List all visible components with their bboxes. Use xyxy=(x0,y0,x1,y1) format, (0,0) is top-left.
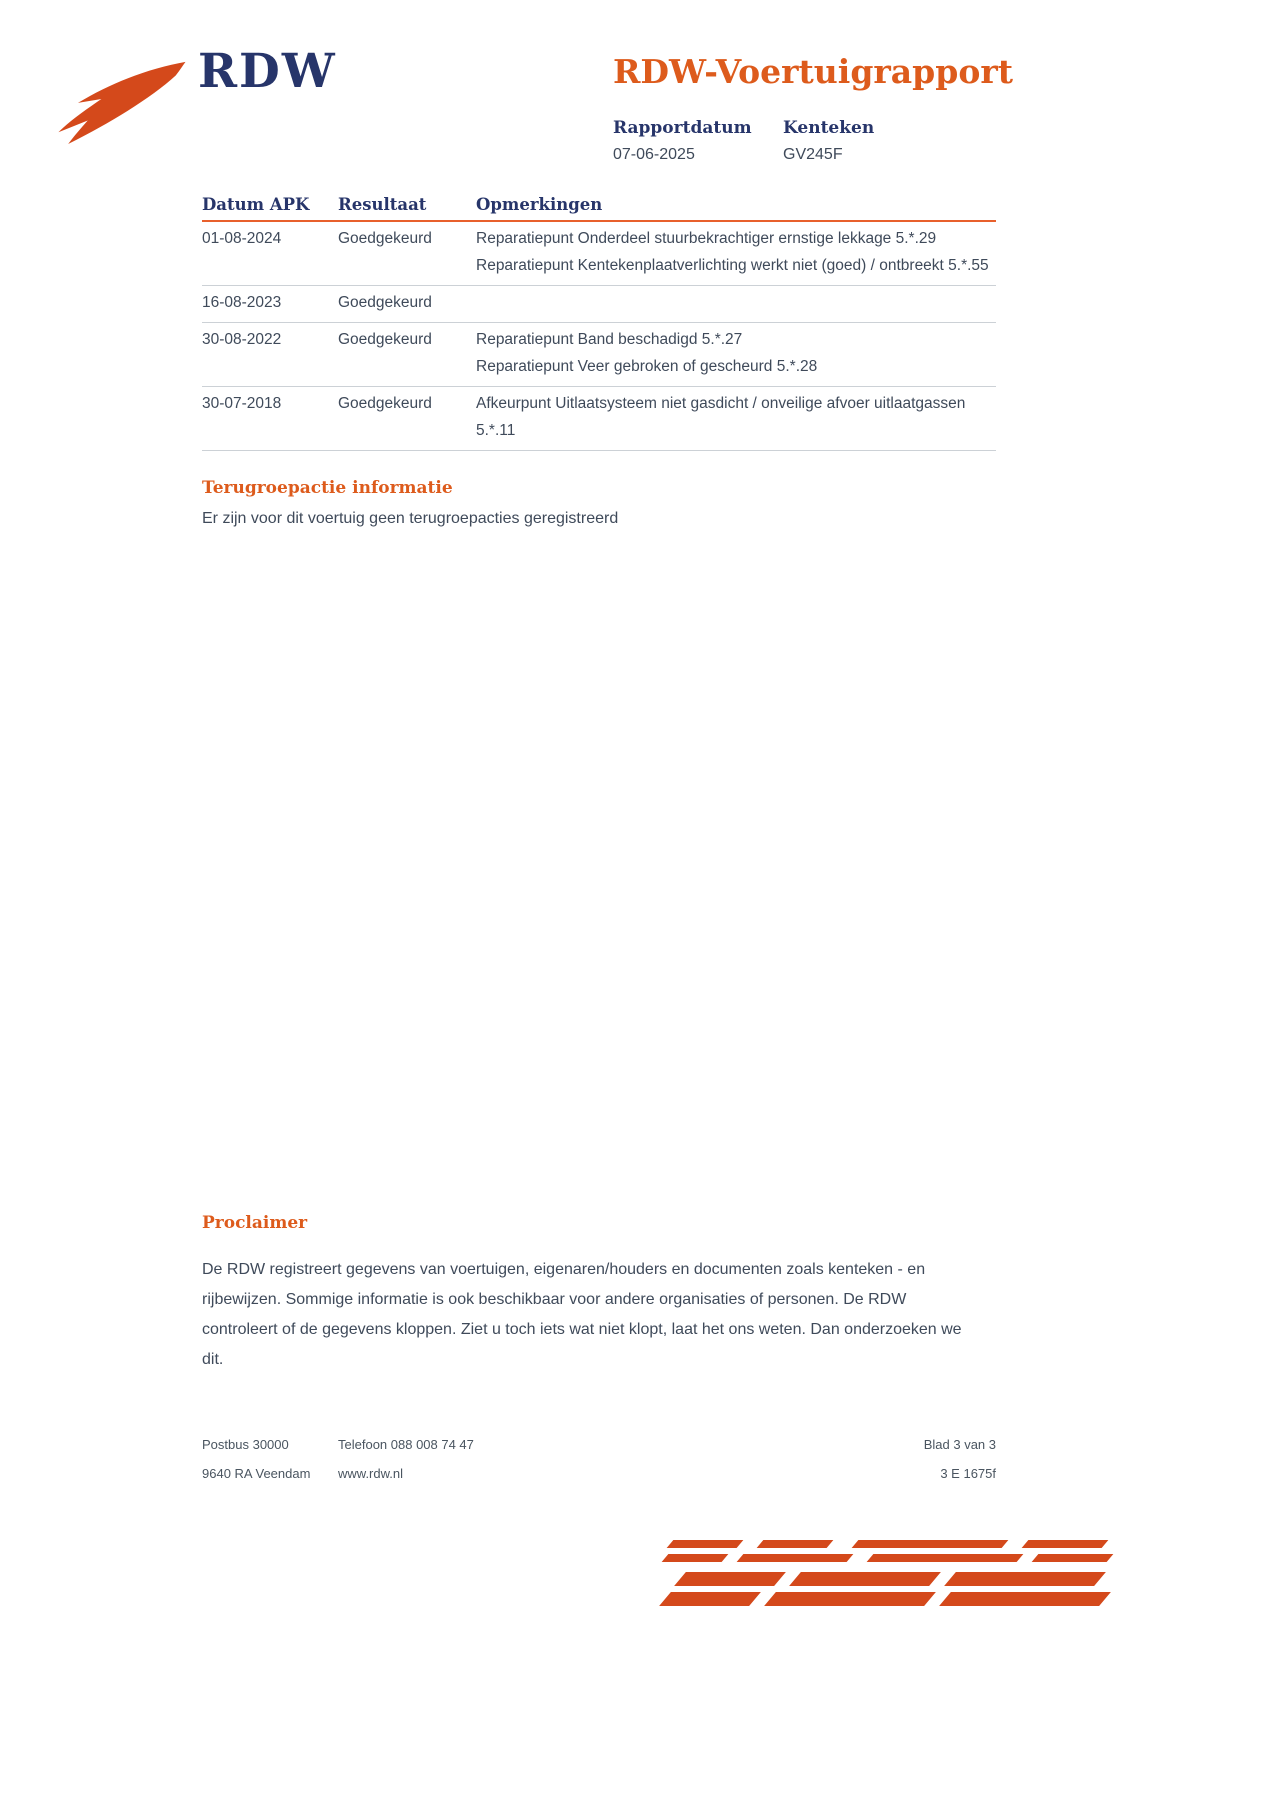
cell-datum-apk: 16-08-2023 xyxy=(202,294,282,311)
opmerking-line: Reparatiepunt Onderdeel stuurbekrachtiger ernstige lekkage 5.*.29 xyxy=(476,230,937,247)
cell-datum-apk: 30-07-2018 xyxy=(202,395,282,412)
cell-datum-apk: 01-08-2024 xyxy=(202,230,282,247)
cell-datum-apk: 30-08-2022 xyxy=(202,331,282,348)
rapportdatum-label: Rapportdatum xyxy=(613,118,752,138)
table-header-row xyxy=(202,194,996,222)
opmerking-line: Afkeurpunt Uitlaatsysteem niet gasdicht / onveilige afvoer uitlaatgassen 5.*.11 xyxy=(476,395,966,439)
apk-history-table xyxy=(202,194,996,451)
footer-website: www.rdw.nl xyxy=(338,1466,404,1481)
proclaimer-heading: Proclaimer xyxy=(202,1213,308,1233)
stripe-bar xyxy=(659,1592,761,1606)
stripe-bar xyxy=(867,1554,1024,1562)
opmerking-line: Reparatiepunt Veer gebroken of gescheurd 5.*.28 xyxy=(476,358,818,375)
table-row xyxy=(202,286,996,323)
footer-doc-code: 3 E 1675f xyxy=(940,1466,996,1481)
stripe-bar xyxy=(667,1540,744,1548)
proclaimer-section xyxy=(202,1213,996,1375)
table-row xyxy=(202,222,996,286)
stripe-bar xyxy=(1022,1540,1109,1548)
table-row xyxy=(202,323,996,387)
kenteken-value: GV245F xyxy=(783,146,843,163)
column-header-opmerkingen: Opmerkingen xyxy=(476,195,603,214)
footer-phone: Telefoon 088 008 74 47 xyxy=(338,1437,474,1452)
terugroepactie-heading: Terugroepactie informatie xyxy=(202,478,453,498)
footer-page-info: Blad 3 van 3 xyxy=(923,1437,996,1452)
rapportdatum-block xyxy=(613,118,783,164)
column-header-resultaat: Resultaat xyxy=(338,195,427,214)
footer-city: 9640 RA Veendam xyxy=(202,1466,311,1481)
opmerking-line: Reparatiepunt Band beschadigd 5.*.27 xyxy=(476,331,743,348)
table-row xyxy=(202,387,996,451)
page-footer xyxy=(202,1437,996,1481)
opmerking-line: Reparatiepunt Kentekenplaatverlichting werkt niet (goed) / ontbreekt 5.*.55 xyxy=(476,257,989,274)
stripe-bar xyxy=(939,1592,1111,1606)
stripe-bar xyxy=(757,1540,834,1548)
proclaimer-text: De RDW registreert gegevens van voertuigen, eigenaren/houders en documenten zoals kenteken - en rijbewijzen. Sommige informatie is ook beschikbaar voor andere organisaties of personen. De RDW controleert of de gegevens kloppen. Ziet u toch iets wat niet klopt, laat het ons weten. Dan onderzoeken we dit. xyxy=(202,1261,962,1368)
kenteken-label: Kenteken xyxy=(783,118,875,138)
page-title: RDW-Voertuigrapport xyxy=(613,52,1013,91)
stripe-bar xyxy=(737,1554,854,1562)
cell-opmerkingen xyxy=(476,289,996,316)
cell-opmerkingen xyxy=(476,390,996,444)
terugroepactie-section xyxy=(202,478,996,528)
cell-resultaat: Goedgekeurd xyxy=(338,331,432,348)
cell-resultaat: Goedgekeurd xyxy=(338,294,432,311)
stripe-bar xyxy=(852,1540,1009,1548)
stripe-bar xyxy=(674,1572,786,1586)
cell-opmerkingen xyxy=(476,326,996,380)
stripe-bar xyxy=(944,1572,1106,1586)
stripe-bar xyxy=(662,1554,729,1562)
column-header-datum-apk: Datum APK xyxy=(202,195,310,214)
rdw-falcon-logo-icon xyxy=(50,56,188,144)
footer-postbus: Postbus 30000 xyxy=(202,1437,289,1452)
rapportdatum-value: 07-06-2025 xyxy=(613,146,695,163)
cell-opmerkingen xyxy=(476,225,996,279)
stripe-bar xyxy=(764,1592,936,1606)
stripe-bar xyxy=(789,1572,941,1586)
report-meta xyxy=(613,118,953,164)
cell-resultaat: Goedgekeurd xyxy=(338,230,432,247)
cell-resultaat: Goedgekeurd xyxy=(338,395,432,412)
terugroepactie-text: Er zijn voor dit voertuig geen terugroepacties geregistreerd xyxy=(202,510,619,527)
stripe-bar xyxy=(1032,1554,1114,1562)
rdw-logo-text: RDW xyxy=(198,44,337,99)
kenteken-block xyxy=(783,118,953,164)
decorative-stripes xyxy=(665,1540,1110,1620)
